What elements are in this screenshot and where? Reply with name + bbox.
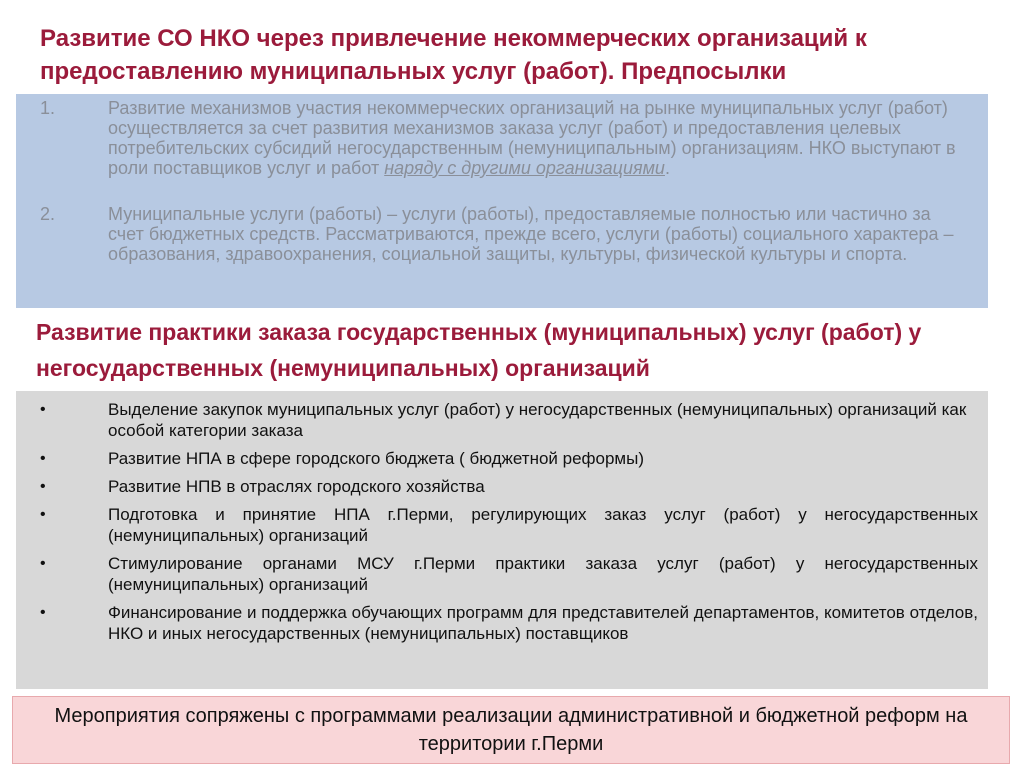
- premise-text: Муниципальные услуги (работы) – услуги (работы), предоставляемые полностью или частично за счет бюджетных средств. Рассматриваются, прежде всего, услуги (работы) социального характера – образования, здравоохранения, социальной защиты, культуры, физической культуры и спорта.: [108, 204, 954, 264]
- premise-text-main: Развитие механизмов участия некоммерческих организаций на рынке муниципальных услуг (работ) осуществляется за счет развития механизмов заказа услуг (работ) и предоставления целевых потребительских субсидий негосударственным (немуниципальным) организациям. НКО выступают в роли поставщиков услуг и работ: [108, 98, 956, 178]
- premise-number: 1.: [40, 98, 56, 118]
- premise-emphasis: наряду с другими организациями: [384, 158, 665, 178]
- premise-text: [108, 98, 963, 178]
- premise-text-tail: .: [664, 158, 670, 178]
- bullet-icon: •: [40, 555, 46, 572]
- premise-number: 2.: [40, 204, 56, 224]
- section-subtitle: Развитие практики заказа государственных (муниципальных) услуг (работ) у негосударственных (немуниципальных) организаций: [36, 319, 922, 381]
- measures-panel: [16, 391, 988, 689]
- bullet-icon: •: [40, 604, 46, 621]
- measure-text: Стимулирование органами МСУ г.Перми практики заказа услуг (работ) у негосударственных (немуниципальных) организаций: [108, 554, 978, 594]
- measure-text: Подготовка и принятие НПА г.Перми, регулирующих заказ услуг (работ) у негосударственных (немуниципальных) организаций: [108, 505, 978, 545]
- slide-title: Развитие СО НКО через привлечение некоммерческих организаций к предоставлению муниципальных услуг (работ). Предпосылки: [40, 25, 867, 85]
- bullet-icon: •: [40, 506, 46, 523]
- measure-text: Развитие НПА в сфере городского бюджета ( бюджетной реформы): [108, 449, 644, 468]
- measure-text: Финансирование и поддержка обучающих программ для представителей департаментов, комитетов отделов, НКО и иных негосударственных (немуниципальных) поставщиков: [108, 603, 978, 643]
- premises-panel: [16, 94, 988, 308]
- footer-note: Мероприятия сопряжены с программами реализации административной и бюджетной реформ на территории г.Перми: [54, 705, 968, 755]
- bullet-icon: •: [40, 450, 46, 467]
- measure-text: Развитие НПВ в отраслях городского хозяйства: [108, 477, 485, 496]
- measure-text: Выделение закупок муниципальных услуг (работ) у негосударственных (немуниципальных) организаций как особой категории заказа: [108, 400, 967, 440]
- footer-note-box: [12, 696, 1010, 764]
- bullet-icon: •: [40, 401, 46, 418]
- bullet-icon: •: [40, 478, 46, 495]
